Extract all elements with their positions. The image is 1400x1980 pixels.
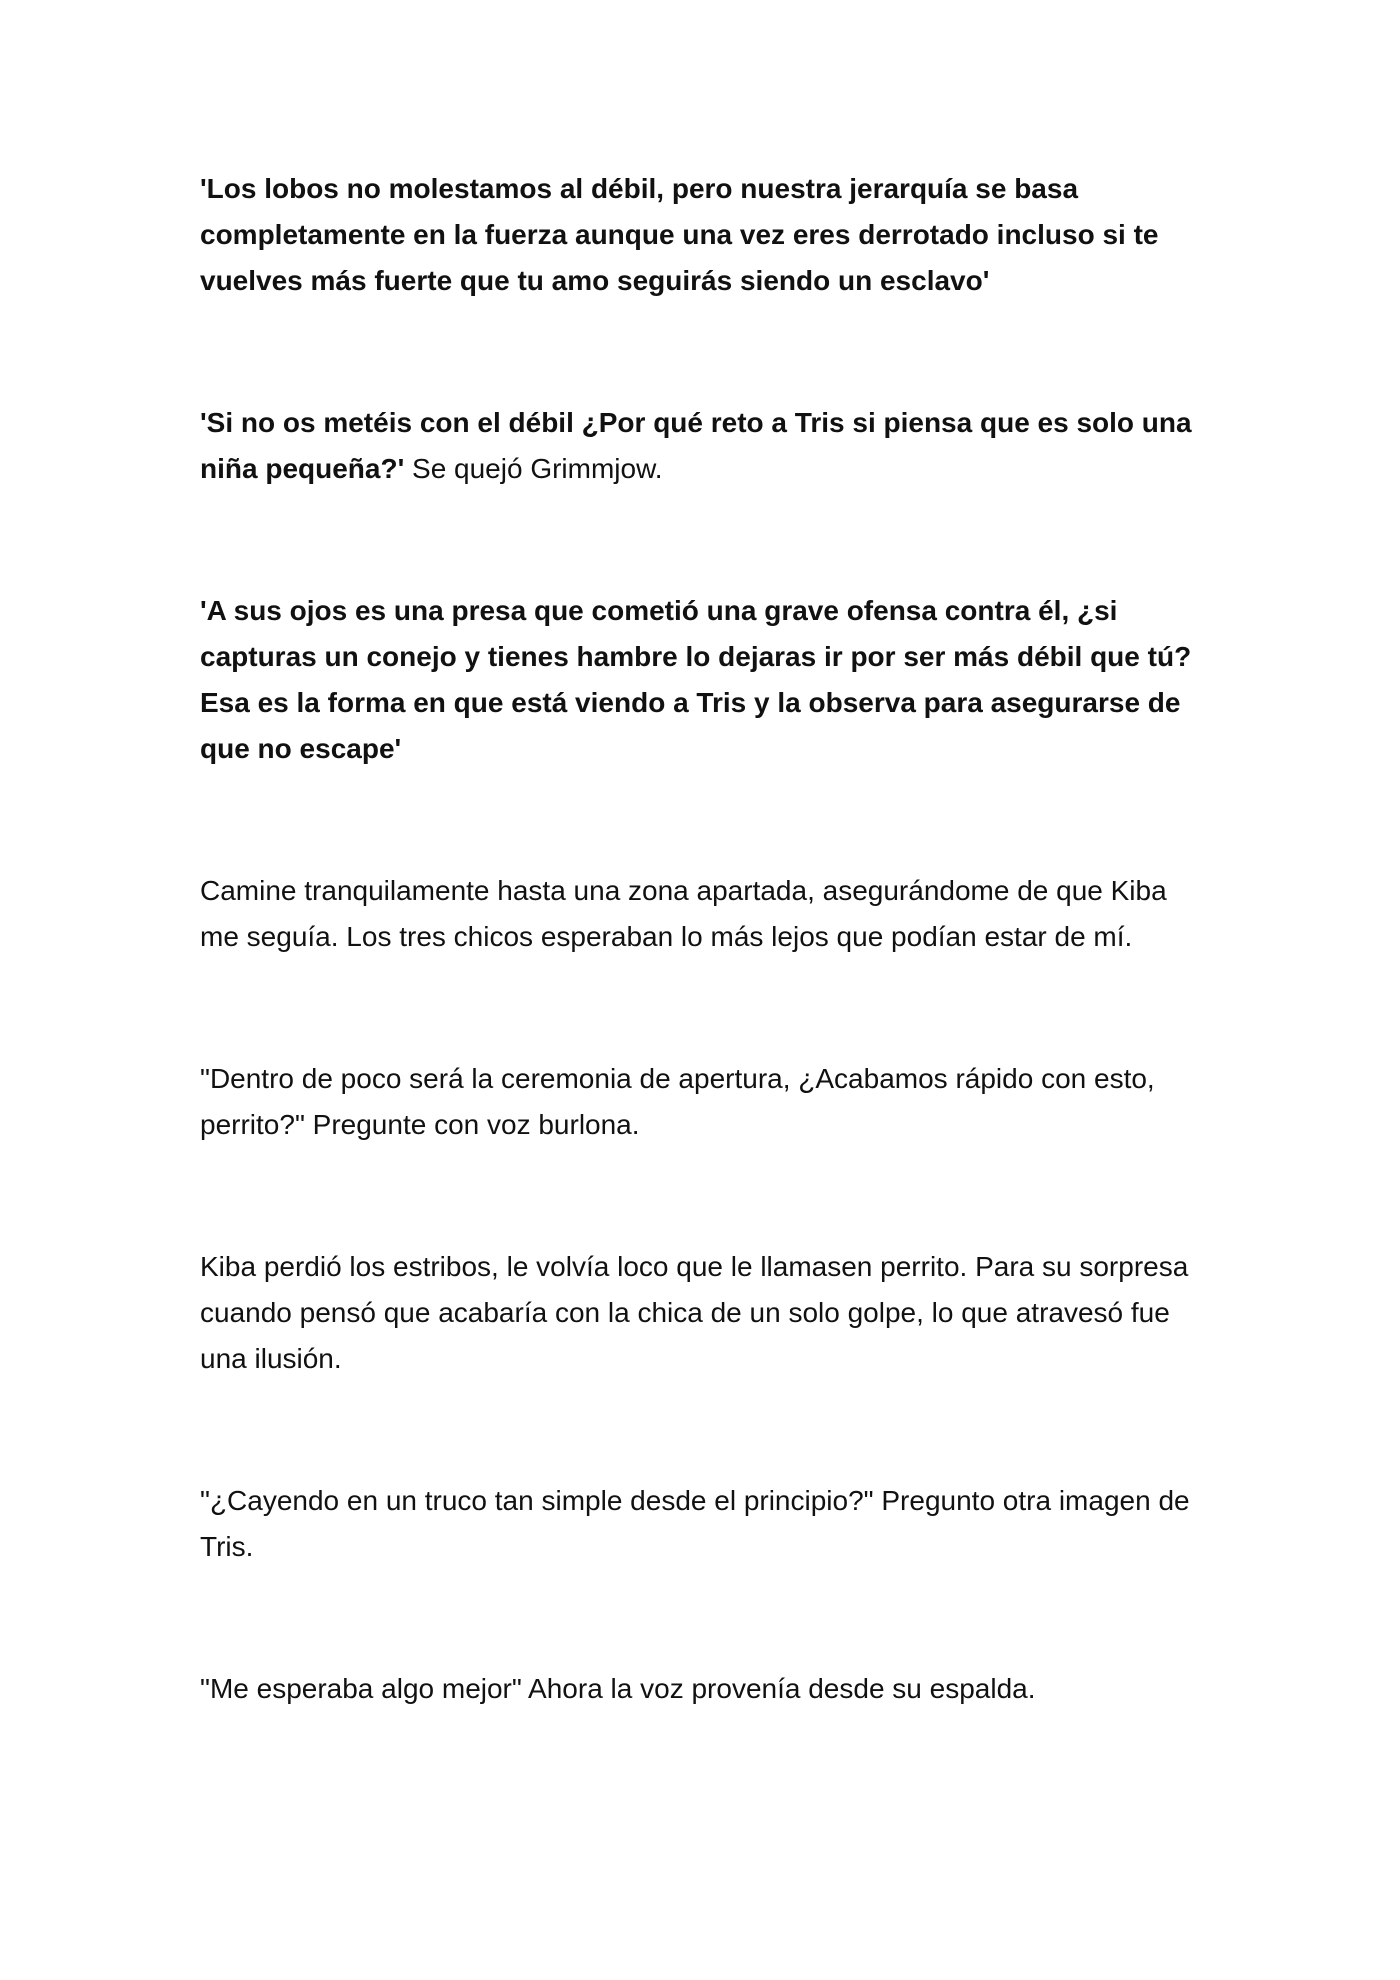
narration-text: Kiba perdió los estribos, le volvía loco que le llamasen perrito. Para su sorpresa cuando pensó que acabaría con la chica de un solo golpe, lo que atravesó fue una ilusión.: [200, 1251, 1189, 1374]
dialogue-bold: 'A sus ojos es una presa que cometió una grave ofensa contra él, ¿si capturas un conejo y tienes hambre lo dejaras ir por ser más débil que tú? Esa es la forma en que está viendo a Tris y la observa para asegurarse de que no escape': [200, 595, 1192, 764]
paragraph-7: [200, 1478, 1210, 1570]
narration-text: "Dentro de poco será la ceremonia de apertura, ¿Acabamos rápido con esto, perrito?" Pregunte con voz burlona.: [200, 1063, 1155, 1140]
paragraph-4: [200, 868, 1210, 960]
paragraph-5: [200, 1056, 1210, 1148]
dialogue-bold: 'Los lobos no molestamos al débil, pero nuestra jerarquía se basa completamente en la fuerza aunque una vez eres derrotado incluso si te vuelves más fuerte que tu amo seguirás siendo un esclavo': [200, 173, 1159, 296]
narration-text: "¿Cayendo en un truco tan simple desde el principio?" Pregunto otra imagen de Tris.: [200, 1485, 1190, 1562]
paragraph-1: [200, 166, 1210, 304]
paragraph-6: [200, 1244, 1210, 1382]
dialogue-bold: 'Si no os metéis con el débil ¿Por qué reto a Tris si piensa que es solo una niña pequeña?': [200, 407, 1192, 484]
paragraph-8: [200, 1666, 1210, 1712]
paragraph-2: [200, 400, 1210, 492]
narration-text: Se quejó Grimmjow.: [404, 453, 663, 484]
narration-text: "Me esperaba algo mejor" Ahora la voz provenía desde su espalda.: [200, 1673, 1036, 1704]
narration-text: Camine tranquilamente hasta una zona apartada, asegurándome de que Kiba me seguía. Los tres chicos esperaban lo más lejos que podían estar de mí.: [200, 875, 1167, 952]
text-column: [200, 166, 1210, 1712]
paragraph-3: [200, 588, 1210, 772]
